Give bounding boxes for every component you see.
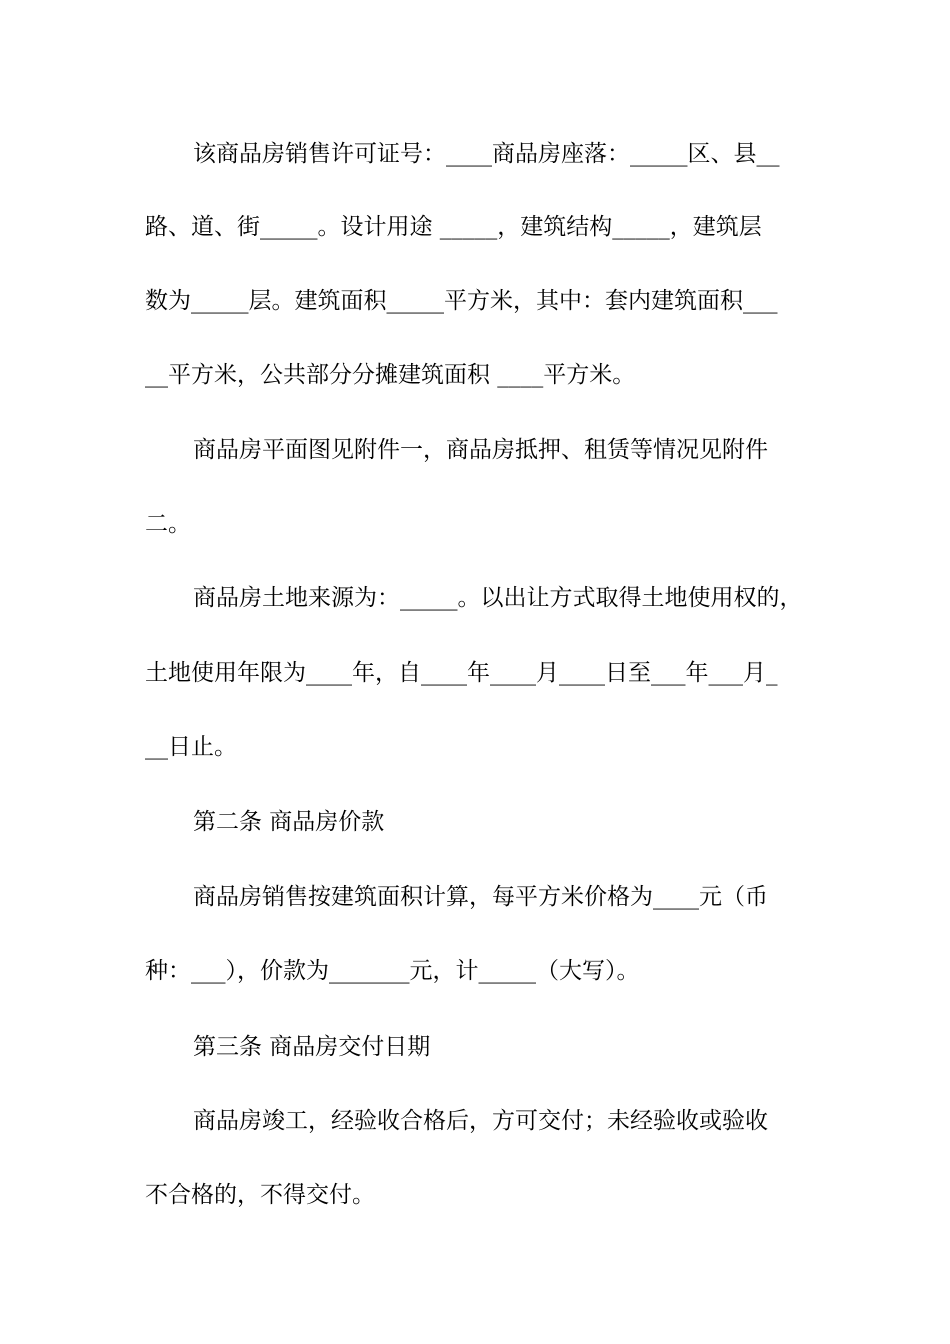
text-line: 商品房竣工，经验收合格后，方可交付；未经验收或验收: [193, 1108, 768, 1134]
text-line: 不合格的，不得交付。: [145, 1182, 375, 1208]
text-line: 路、道、街_____。设计用途 _____，建筑结构_____，建筑层: [145, 214, 762, 240]
text-line: __日止。: [145, 734, 237, 760]
text-line: 商品房土地来源为：_____。以出让方式取得土地使用权的，: [193, 585, 803, 611]
text-line: 二。: [145, 511, 191, 537]
text-line: 数为_____层。建筑面积_____平方米，其中：套内建筑面积___: [145, 288, 778, 314]
text-line: 商品房平面图见附件一，商品房抵押、租赁等情况见附件: [193, 437, 768, 463]
text-line: 该商品房销售许可证号：____商品房座落：_____区、县__: [193, 141, 780, 167]
text-line: 商品房销售按建筑面积计算，每平方米价格为____元（币: [193, 884, 768, 910]
section-heading: 第二条 商品房价款: [193, 809, 385, 835]
text-line: __平方米，公共部分分摊建筑面积 ____平方米。: [145, 362, 636, 388]
section-heading: 第三条 商品房交付日期: [193, 1034, 431, 1060]
text-line: 土地使用年限为____年，自____年____月____日至___年___月_: [145, 660, 778, 686]
text-line: 种：___），价款为_______元，计_____（大写）。: [145, 958, 640, 984]
